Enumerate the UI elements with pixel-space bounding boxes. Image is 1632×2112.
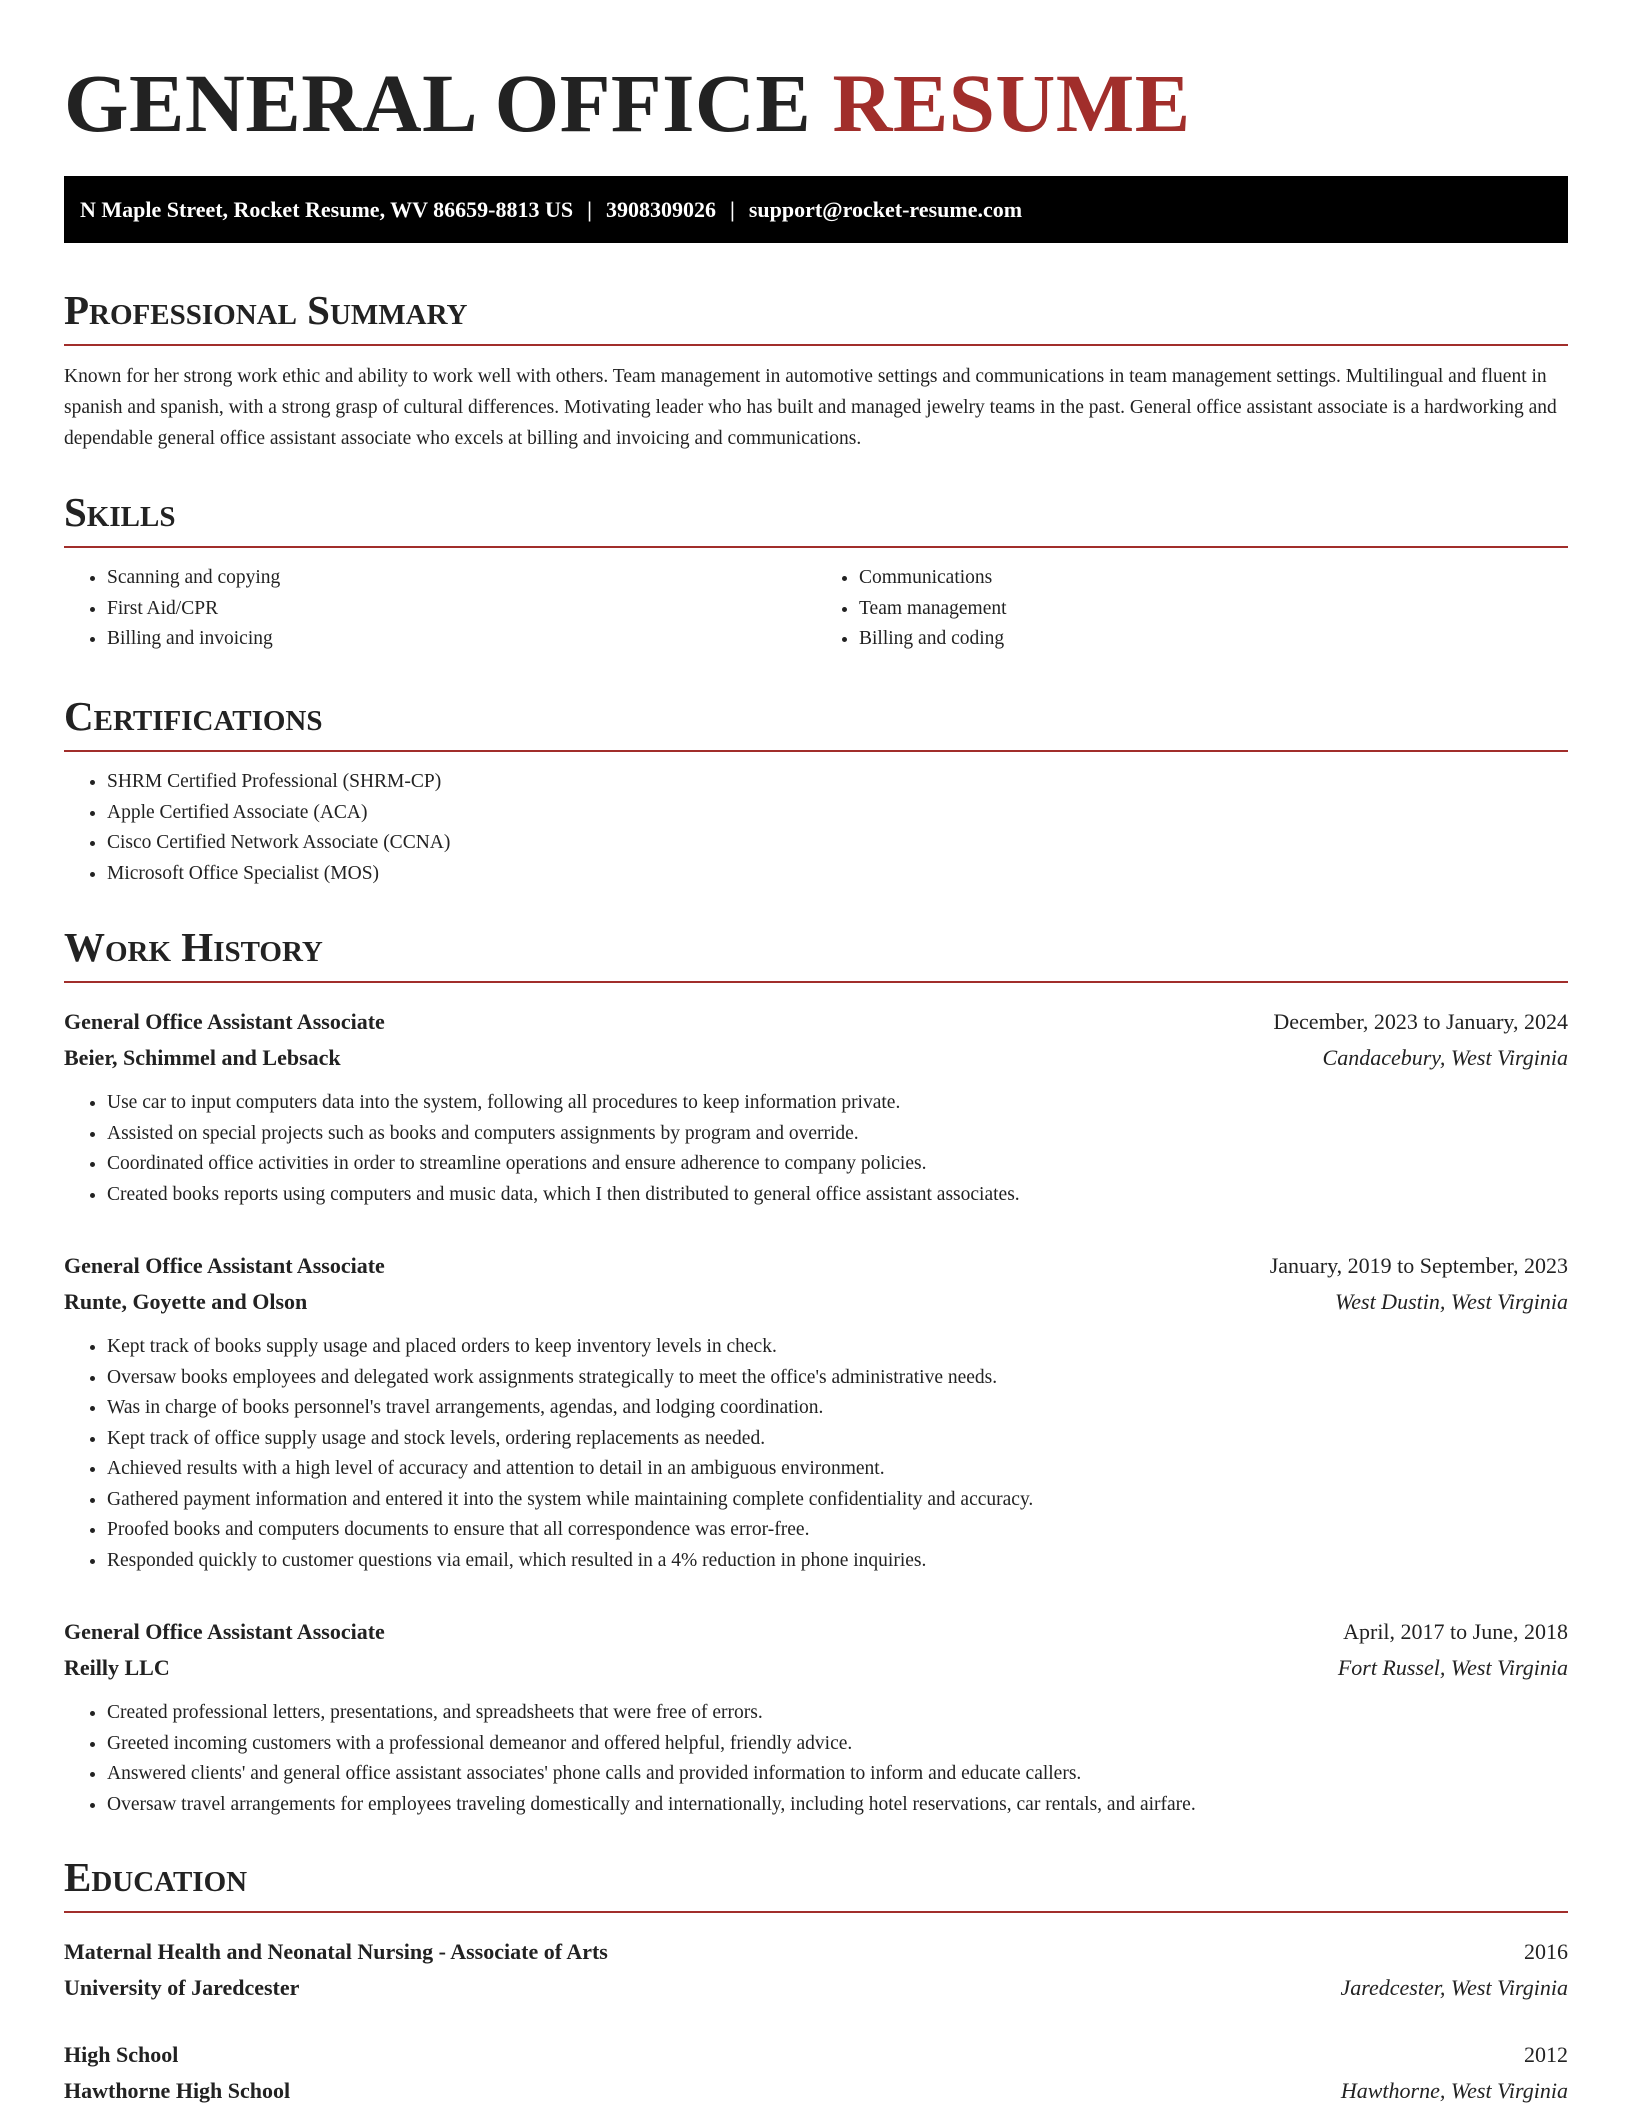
education-entry bbox=[64, 1934, 1568, 2006]
job-dates: April, 2017 to June, 2018 bbox=[1343, 1619, 1568, 1644]
job-location: West Dustin, West Virginia bbox=[1334, 1289, 1568, 1314]
education-degree: Maternal Health and Neonatal Nursing - Associate of Arts bbox=[64, 1939, 608, 1964]
section-heading: Skills bbox=[64, 489, 176, 535]
job-entry bbox=[64, 1248, 1568, 1576]
section-divider bbox=[64, 981, 1568, 983]
contact-phone: 3908309026 bbox=[605, 197, 716, 222]
job-company-row bbox=[64, 1284, 1568, 1320]
job-duty: • Achieved results with a high level of accuracy and attention to detail in an ambiguous environment. bbox=[107, 1454, 1568, 1485]
job-title: General Office Assistant Associate bbox=[64, 1009, 385, 1034]
certification-item: • Apple Certified Associate (ACA) bbox=[107, 798, 1568, 829]
contact-bar bbox=[64, 176, 1568, 243]
job-duty: • Responded quickly to customer questions via email, which resulted in a 4% reduction in phone inquiries. bbox=[107, 1546, 1568, 1577]
job-header-row bbox=[64, 1248, 1568, 1284]
title-main: GENERAL OFFICE bbox=[64, 57, 833, 149]
education-school: University of Jaredcester bbox=[64, 1975, 300, 2000]
section-divider bbox=[64, 344, 1568, 346]
skill-item: • Billing and coding bbox=[859, 624, 1568, 655]
education-header-row bbox=[64, 2037, 1568, 2073]
skill-item: • Billing and invoicing bbox=[107, 624, 816, 655]
skill-item: • First Aid/CPR bbox=[107, 594, 816, 625]
job-duty: • Assisted on special projects such as books and computers assignments by program and override. bbox=[107, 1119, 1568, 1150]
certifications-section bbox=[64, 691, 1568, 889]
job-title: General Office Assistant Associate bbox=[64, 1253, 385, 1278]
education-school-row bbox=[64, 1970, 1568, 2006]
section-divider bbox=[64, 750, 1568, 752]
job-duty: • Answered clients' and general office assistant associates' phone calls and provided information to inform and educate callers. bbox=[107, 1759, 1568, 1790]
section-heading: Certifications bbox=[64, 693, 323, 739]
summary-text: Known for her strong work ethic and ability to work well with others. Team management in automotive settings and communications in team management settings. Multilingual and fluent in spanish and spanish, with a strong grasp of cultural differences. Motivating leader who has built and managed jewelry teams in the past. General office assistant associate is a hardworking and dependable general office assistant associate who excels at billing and invoicing and communications. bbox=[64, 366, 1557, 449]
job-duty: • Created books reports using computers and music data, which I then distributed to general office assistant associates. bbox=[107, 1180, 1568, 1211]
job-dates: January, 2019 to September, 2023 bbox=[1269, 1253, 1568, 1278]
job-duty: • Kept track of books supply usage and placed orders to keep inventory levels in check. bbox=[107, 1332, 1568, 1363]
education-degree: High School bbox=[64, 2042, 179, 2067]
job-duty: • Greeted incoming customers with a professional demeanor and offered helpful, friendly advice. bbox=[107, 1729, 1568, 1760]
section-divider bbox=[64, 1911, 1568, 1913]
job-header-row bbox=[64, 1004, 1568, 1040]
education-year: 2016 bbox=[1524, 1939, 1568, 1964]
job-duty: • Created professional letters, presentations, and spreadsheets that were free of errors. bbox=[107, 1698, 1568, 1729]
job-location: Fort Russel, West Virginia bbox=[1337, 1655, 1568, 1680]
section-heading: Work History bbox=[64, 924, 323, 970]
job-duty: • Was in charge of books personnel's travel arrangements, agendas, and lodging coordination. bbox=[107, 1393, 1568, 1424]
skills-section bbox=[64, 487, 1568, 655]
job-duty: • Gathered payment information and entered it into the system while maintaining complete confidentiality and accuracy. bbox=[107, 1485, 1568, 1516]
job-duty: • Oversaw books employees and delegated work assignments strategically to meet the office's administrative needs. bbox=[107, 1363, 1568, 1394]
job-duties-list bbox=[64, 1698, 1568, 1820]
contact-separator: | bbox=[729, 197, 735, 222]
work-history-section bbox=[64, 922, 1568, 1815]
job-duties-list bbox=[64, 1088, 1568, 1210]
education-year: 2012 bbox=[1524, 2042, 1568, 2067]
contact-address: N Maple Street, Rocket Resume, WV 86659-8813 US bbox=[80, 197, 574, 222]
section-divider bbox=[64, 546, 1568, 548]
job-entry bbox=[64, 1614, 1568, 1820]
job-company: Reilly LLC bbox=[64, 1655, 170, 1680]
job-company-row bbox=[64, 1040, 1568, 1076]
education-header-row bbox=[64, 1934, 1568, 1970]
certification-item: • Cisco Certified Network Associate (CCNA) bbox=[107, 828, 1568, 859]
job-duty: • Coordinated office activities in order to streamline operations and ensure adherence to company policies. bbox=[107, 1149, 1568, 1180]
contact-separator: | bbox=[587, 197, 592, 222]
skills-list-right bbox=[816, 563, 1568, 655]
certifications-list bbox=[64, 767, 1568, 889]
education-section bbox=[64, 1852, 1568, 2103]
education-location: Hawthorne, West Virginia bbox=[1340, 2078, 1568, 2103]
job-duties-list bbox=[64, 1332, 1568, 1576]
job-title: General Office Assistant Associate bbox=[64, 1619, 385, 1644]
job-duty: • Use car to input computers data into the system, following all procedures to keep information private. bbox=[107, 1088, 1568, 1119]
job-company: Beier, Schimmel and Lebsack bbox=[64, 1045, 341, 1070]
job-company-row bbox=[64, 1650, 1568, 1686]
contact-email: support@rocket-resume.com bbox=[748, 197, 1023, 222]
skills-list-left bbox=[64, 563, 816, 655]
education-location: Jaredcester, West Virginia bbox=[1340, 1975, 1568, 2000]
job-location: Candacebury, West Virginia bbox=[1322, 1045, 1568, 1070]
education-entry bbox=[64, 2037, 1568, 2109]
skill-item: • Scanning and copying bbox=[107, 563, 816, 594]
job-duty: • Oversaw travel arrangements for employees traveling domestically and internationally, including hotel reservations, car rentals, and airfare. bbox=[107, 1790, 1568, 1821]
certification-item: • Microsoft Office Specialist (MOS) bbox=[107, 859, 1568, 890]
resume-page bbox=[64, 0, 1568, 2103]
certification-item: • SHRM Certified Professional (SHRM-CP) bbox=[107, 767, 1568, 798]
skills-columns bbox=[64, 563, 1568, 655]
section-heading: Professional Summary bbox=[64, 287, 468, 333]
skill-item: • Team management bbox=[859, 594, 1568, 625]
job-header-row bbox=[64, 1614, 1568, 1650]
summary-section bbox=[64, 285, 1568, 454]
job-duty: • Kept track of office supply usage and stock levels, ordering replacements as needed. bbox=[107, 1424, 1568, 1455]
job-entry bbox=[64, 1004, 1568, 1210]
skill-item: • Communications bbox=[859, 563, 1568, 594]
section-heading: Education bbox=[64, 1854, 248, 1900]
resume-title bbox=[64, 0, 1568, 152]
job-company: Runte, Goyette and Olson bbox=[64, 1289, 308, 1314]
title-accent: RESUME bbox=[832, 57, 1191, 149]
education-school: Hawthorne High School bbox=[64, 2078, 291, 2103]
job-duty: • Proofed books and computers documents to ensure that all correspondence was error-free. bbox=[107, 1515, 1568, 1546]
job-dates: December, 2023 to January, 2024 bbox=[1273, 1009, 1568, 1034]
education-school-row bbox=[64, 2073, 1568, 2109]
